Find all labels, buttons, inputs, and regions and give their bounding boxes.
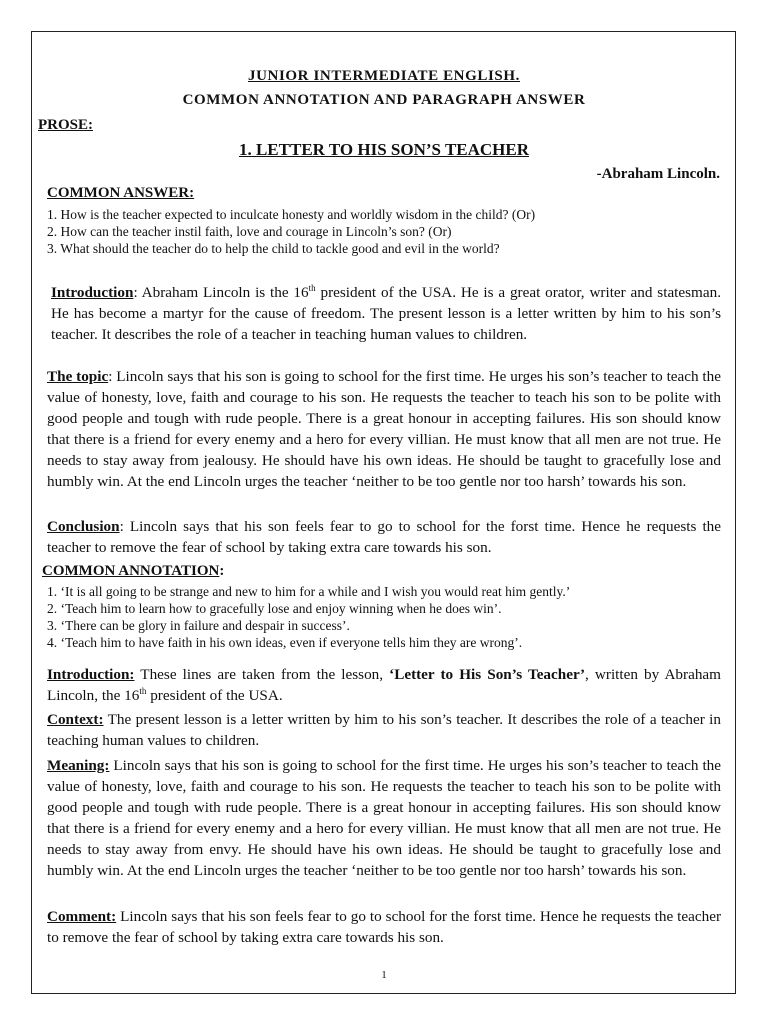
list-item: 3. ‘There can be glory in failure and despair in success’. [47, 618, 350, 633]
comment-label: Comment: [47, 908, 117, 925]
document-subtitle: COMMON ANNOTATION AND PARAGRAPH ANSWER [182, 92, 586, 108]
annotation-introduction: Introduction: These lines are taken from the lesson, ‘Letter to His Son’s Teacher’, written by Abraham Lincoln, the 16th president of the USA. [47, 666, 721, 704]
page-number: 1 [381, 969, 387, 981]
list-item: 1. How is the teacher expected to inculcate honesty and worldly wisdom in the child? (Or) [47, 207, 536, 222]
common-annotation-heading: COMMON ANNOTATION: [42, 563, 225, 579]
introduction-label: Introduction [51, 284, 134, 301]
meaning-label: Meaning: [47, 757, 110, 774]
list-item: 2. ‘Teach him to learn how to gracefully lose and enjoy winning when he does win’. [47, 601, 502, 616]
annotation-comment: Comment: Lincoln says that his son feels fear to go to school for the forst time. Hence he requests the teacher to remove the fear of school by taking extra care towards his son. [47, 908, 721, 946]
quote-list [47, 583, 570, 651]
author-line: -Abraham Lincoln. [596, 166, 720, 182]
annotation-context: Context: The present lesson is a letter written by him to his son’s teacher. It describes the role of a teacher in teaching human values to children. [47, 711, 721, 749]
common-answer-heading: COMMON ANSWER: [47, 185, 195, 201]
document-title: JUNIOR INTERMEDIATE ENGLISH. [248, 68, 520, 84]
list-item: 3. What should the teacher do to help the child to tackle good and evil in the world? [47, 241, 500, 256]
section-label-prose: PROSE: [38, 117, 94, 133]
context-label: Context: [47, 711, 104, 728]
answer-introduction: Introduction: Abraham Lincoln is the 16th president of the USA. He is a great orator, writer and statesman. He has become a martyr for the cause of freedom. The present lesson is a letter written by him to his son’s teacher. It describes the role of a teacher in teaching human values to children. [51, 282, 721, 343]
list-item: 4. ‘Teach him to have faith in his own ideas, even if everyone tells him they are wrong’. [47, 635, 523, 650]
conclusion-label: Conclusion [47, 518, 120, 535]
annotation-introduction-label: Introduction: [47, 666, 135, 683]
topic-label: The topic [47, 368, 109, 385]
list-item: 1. ‘It is all going to be strange and new to him for a while and I wish you would reat him gently.’ [47, 584, 571, 599]
lesson-title: 1. LETTER TO HIS SON’S TEACHER [238, 140, 530, 159]
answer-conclusion: Conclusion: Lincoln says that his son feels fear to go to school for the forst time. Hence he requests the teacher to remove the fear of school by taking extra care towards his son. [47, 518, 721, 556]
answer-topic: The topic: Lincoln says that his son is going to school for the first time. He urges his son’s teacher to teach the value of honesty, love, faith and courage to his son. He requests the teacher to teach his son to be polite with good people and tough with rude people. There is a great honour in accepting failures. His son should know that there is a friend for every enemy and a hero for every villian. He must know that all men are not true. He needs to stay away from jealousy. He should have his own ideas. He should be taught to gracefully lose and humbly win. At the end Lincoln urges the teacher ‘neither to be too gentle nor too harsh’ towards his son. [47, 368, 721, 490]
question-list [47, 206, 535, 257]
lesson-name: ‘Letter to His Son’s Teacher’ [389, 666, 586, 683]
list-item: 2. How can the teacher instil faith, love and courage in Lincoln’s son? (Or) [47, 224, 452, 239]
annotation-meaning: Meaning: Lincoln says that his son is going to school for the first time. He urges his son’s teacher to teach the value of honesty, love, faith and courage to his son. He requests the teacher to teach his son to be polite with good people and tough with rude people. There is a great honour in accepting failures. His son should know that there is a friend for every enemy and a hero for every villian. He must know that all men are not true. He needs to stay away from envy. He should have his own ideas. He should be taught to gracefully lose and humbly win. At the end Lincoln urges the teacher ‘neither to be too gentle nor too harsh’ towards his son. [47, 757, 721, 879]
